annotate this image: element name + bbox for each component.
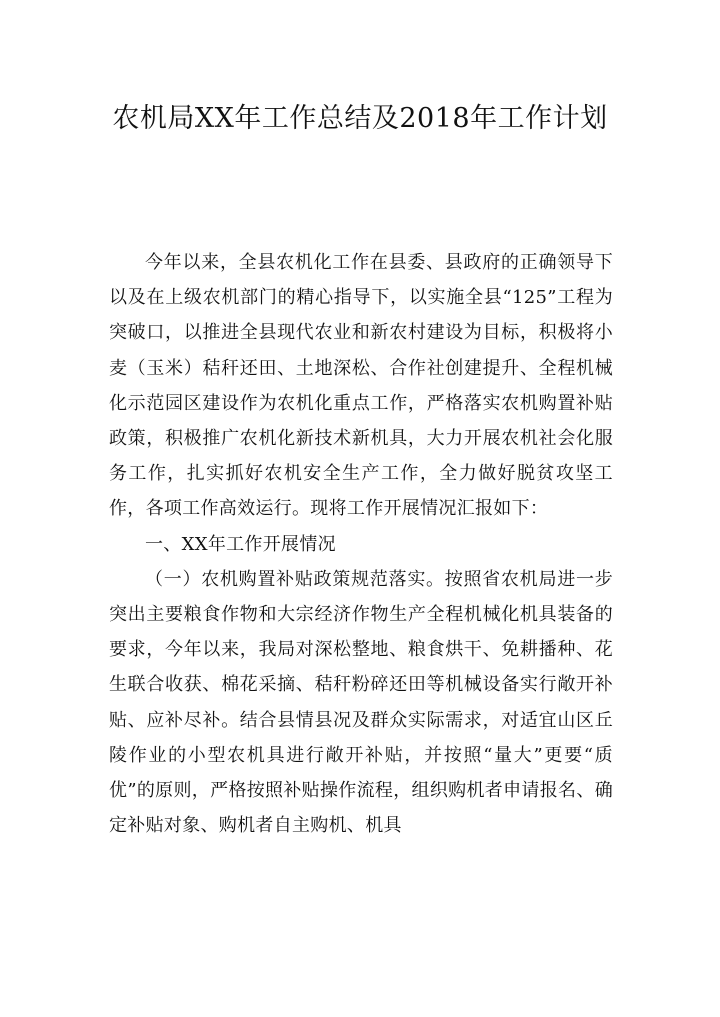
- intro-paragraph: 今年以来，全县农机化工作在县委、县政府的正确领导下以及在上级农机部门的精心指导下，以实施全县“125”工程为突破口，以推进全县现代农业和新农村建设为目标，积极将小麦（玉米）秸秆还田、土地深松、合作社创建提升、全程机械化示范园区建设作为农机化重点工作，严格落实农机购置补贴政策，积极推广农机化新技术新机具，大力开展农机社会化服务工作，扎实抓好农机安全生产工作，全力做好脱贫攻坚工作，各项工作高效运行。现将工作开展情况汇报如下：: [109, 252, 613, 520]
- section-heading: 一、XX年工作开展情况: [145, 533, 336, 555]
- document-body: [109, 245, 613, 843]
- document-title: 农机局XX年工作总结及2018年工作计划: [112, 103, 608, 135]
- subsection-paragraph: （一）农机购置补贴政策规范落实。按照省农机局进一步突出主要粮食作物和大宗经济作物生产全程机械化机具装备的要求，今年以来，我局对深松整地、粮食烘干、免耕播种、花生联合收获、棉花采摘、秸秆粉碎还田等机械设备实行敞开补贴、应补尽补。结合县情县况及群众实际需求，对适宜山区丘陵作业的小型农机具进行敞开补贴，并按照“量大”更要“质优”的原则，严格按照补贴操作流程，组织购机者申请报名、确定补贴对象、购机者自主购机、机具: [109, 568, 613, 837]
